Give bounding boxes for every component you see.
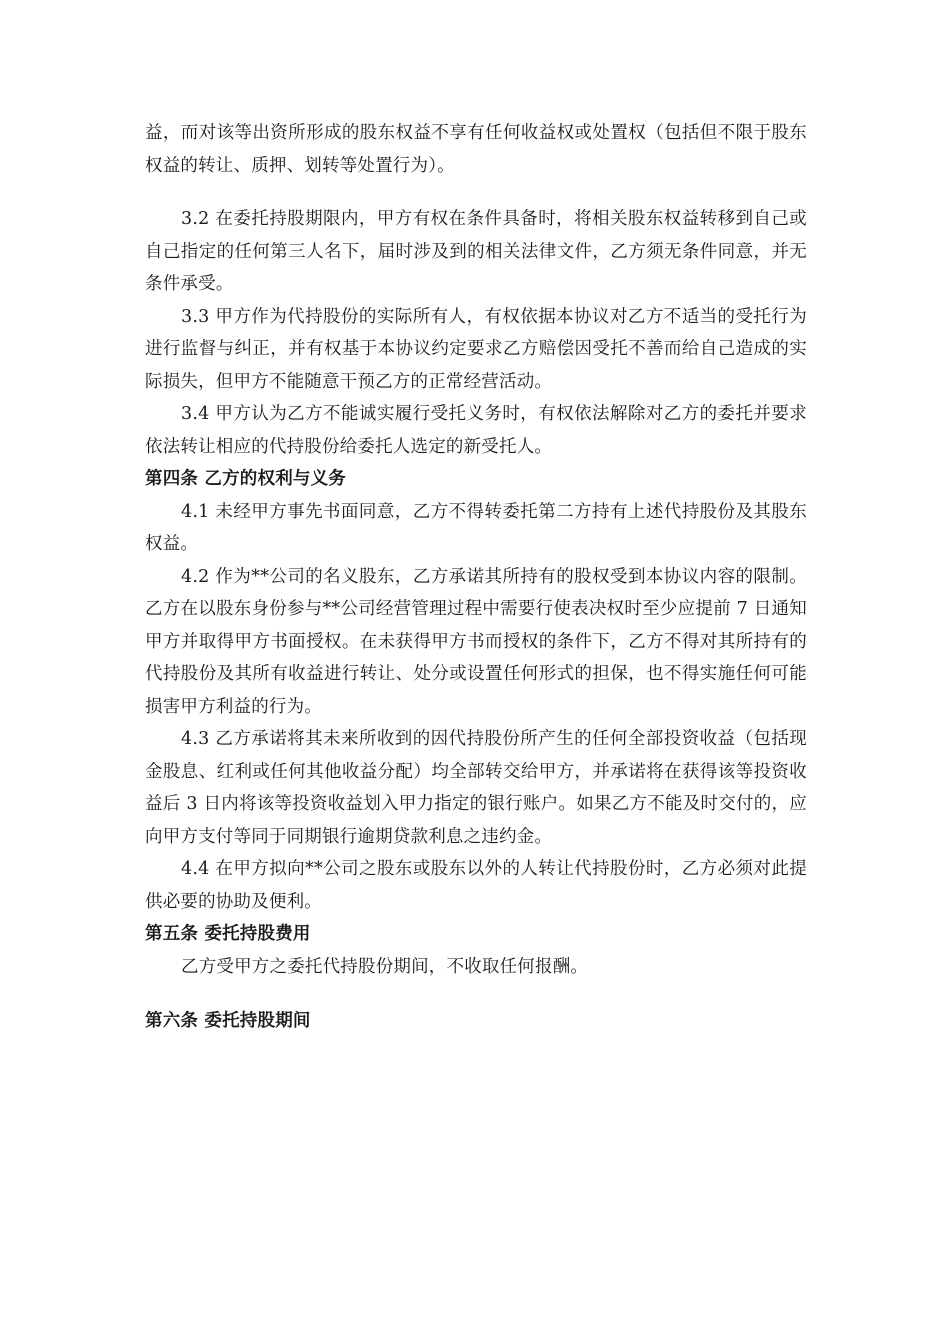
document-page [145, 117, 807, 1038]
clause-3-4: 3.4 甲方认为乙方不能诚实履行受托义务时，有权依法解除对乙方的委托并要求依法转让相应的代持股份给委托人选定的新受托人。 [145, 404, 807, 457]
article-5-heading: 第五条 委托持股费用 [145, 924, 311, 944]
clause-4-1: 4.1 未经甲方事先书面同意，乙方不得转委托第二方持有上述代持股份及其股东权益。 [145, 501, 807, 554]
article-4-heading: 第四条 乙方的权利与义务 [145, 469, 346, 489]
clause-4-2: 4.2 作为**公司的名义股东，乙方承诺其所持有的股权受到本协议内容的限制。乙方在以股东身份参与**公司经营管理过程中需要行使表决权时至少应提前 7 日通知甲方并取得甲方书面授权。在未获得甲方书而授权的条件下，乙方不得对其所持有的代持股份及其所有收益进行转让、处分或设置任何形式的担保，也不得实施任何可能损害甲方利益的行为。 [145, 566, 807, 717]
clause-3-3: 3.3 甲方作为代持股份的实际所有人，有权依据本协议对乙方不适当的受托行为进行监督与纠正，并有权基于本协议约定要求乙方赔偿因受托不善而给自己造成的实际损失，但甲方不能随意干预乙方的正常经营活动。 [145, 306, 807, 392]
paragraph-continuation: 益，而对该等出资所形成的股东权益不享有任何收益权或处置权（包括但不限于股东权益的转让、质押、划转等处置行为）。 [145, 123, 807, 176]
clause-4-4: 4.4 在甲方拟向**公司之股东或股东以外的人转让代持股份时，乙方必须对此提供必要的协助及便利。 [145, 859, 807, 912]
clause-4-3: 4.3 乙方承诺将其未来所收到的因代持股份所产生的任何全部投资收益（包括现金股息、红利或任何其他收益分配）均全部转交给甲方，并承诺将在获得该等投资收益后 3 日内将该等投资收益划入甲力指定的银行账户。如果乙方不能及时交付的，应向甲方支付等同于同期银行逾期贷款利息之违约金。 [145, 729, 807, 847]
clause-5: 乙方受甲方之委托代持股份期间，不收取任何报酬。 [181, 956, 589, 977]
article-6-heading: 第六条 委托持股期间 [145, 1011, 311, 1031]
clause-3-2: 3.2 在委托持股期限内，甲方有权在条件具备时，将相关股东权益转移到自己或自己指定的任何第三人名下，届时涉及到的相关法律文件，乙方须无条件同意，并无条件承受。 [145, 209, 807, 294]
